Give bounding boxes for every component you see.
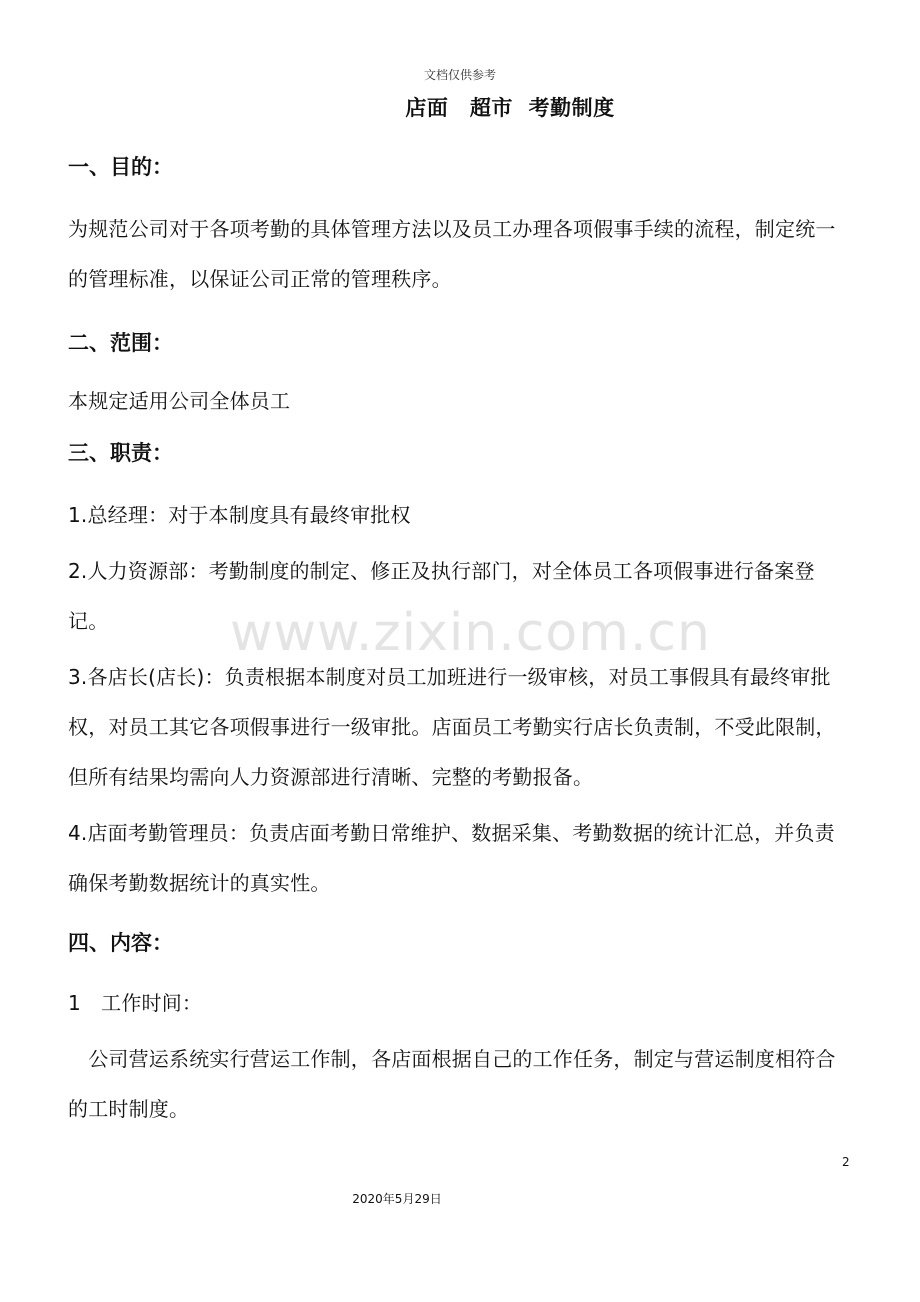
- list-item: 3.各店长(店长)：负责根据本制度对员工加班进行一级审核，对员工事假具有最终审批权，对员工其它各项假事进行一级审批。店面员工考勤实行店长负责制，不受此限制，但所有结果均需向人力资源部进行清晰、完整的考勤报备。: [68, 665, 836, 789]
- page-number: 2: [842, 1155, 850, 1169]
- paragraph: 公司营运系统实行营运工作制，各店面根据自己的工作任务，制定与营运制度相符合的工时制度。: [68, 1047, 836, 1121]
- list-item: 2.人力资源部：考勤制度的制定、修正及执行部门，对全体员工各项假事进行备案登记。: [68, 559, 815, 633]
- header-note: 文档仅供参考: [423, 68, 496, 82]
- section-heading-scope: 二、范围：: [68, 331, 173, 355]
- document-title: 店面 超市 考勤制度: [405, 96, 615, 120]
- list-item: 1.总经理：对于本制度具有最终审批权: [68, 503, 411, 527]
- paragraph: 本规定适用公司全体员工: [68, 389, 291, 413]
- list-item: 4.店面考勤管理员：负责店面考勤日常维护、数据采集、考勤数据的统计汇总，并负责确保考勤数据统计的真实性。: [68, 821, 835, 895]
- paragraph: 为规范公司对于各项考勤的具体管理方法以及员工办理各项假事手续的流程，制定统一的管理标准，以保证公司正常的管理秩序。: [68, 217, 836, 291]
- document-body: [68, 140, 848, 1134]
- footer-date: 2020年5月29日: [352, 1192, 442, 1206]
- section-heading-responsibilities: 三、职责：: [68, 441, 173, 465]
- list-item: 1 工作时间：: [68, 991, 203, 1015]
- watermark: www.zixin.com.cn: [230, 603, 711, 663]
- section-heading-content: 四、内容：: [68, 931, 173, 955]
- section-heading-purpose: 一、目的：: [68, 155, 173, 179]
